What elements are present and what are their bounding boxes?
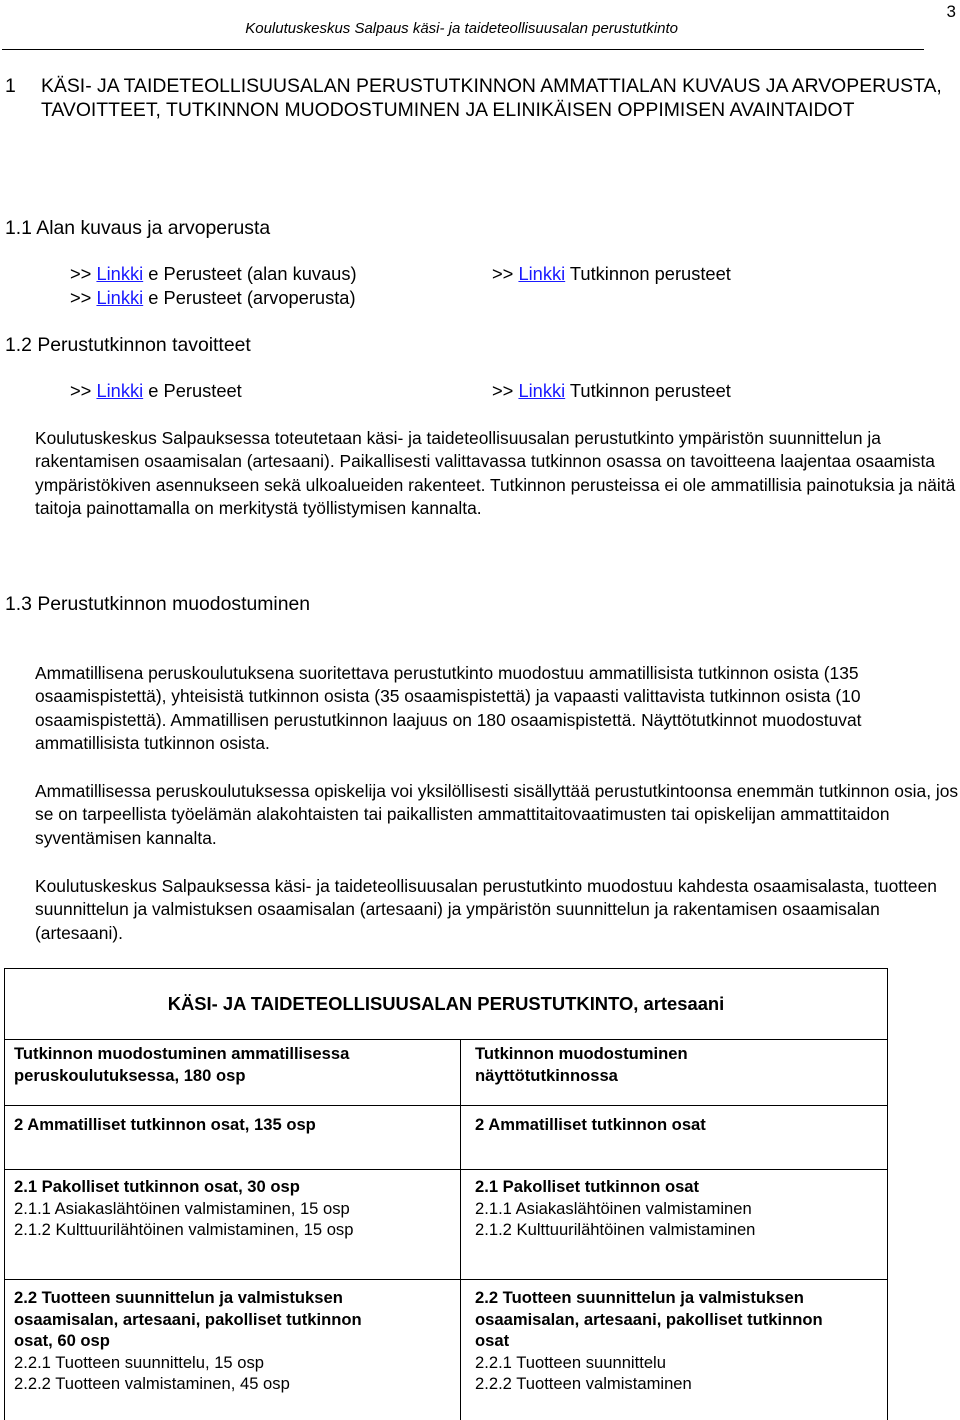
main-heading-number: 1 xyxy=(5,75,16,97)
header-line: peruskoulutuksessa, 180 osp xyxy=(14,1065,246,1085)
table-col-header-left xyxy=(14,1043,444,1086)
link-alan-kuvaus[interactable]: Linkki xyxy=(96,263,144,284)
table-row-divider xyxy=(5,1169,887,1170)
degree-structure-table xyxy=(4,968,888,1420)
link-prefix: >> xyxy=(492,263,519,284)
link-row-e-perusteet xyxy=(70,379,242,403)
link-row-arvoperusta xyxy=(70,286,356,310)
section-1-3-paragraph-2: Ammatillisessa peruskoulutuksessa opiskelija voi yksilöllisesti sisällyttää perustutkintoonsa enemmän tutkinnon osia, jos se on tarpeellista työelämän alakohtaisten tai paikallisten ammattitaitovaatimusten tai opiskelijan ammattitaidon syventämisen kannalta. xyxy=(35,781,959,848)
section-1-3-heading: 1.3 Perustutkinnon muodostuminen xyxy=(5,593,311,615)
cell-title: osat xyxy=(475,1331,510,1351)
link-tutkinnon-perusteet-2[interactable]: Linkki xyxy=(518,380,566,401)
link-prefix: >> xyxy=(70,380,97,401)
table-cell-row3-right xyxy=(475,1287,880,1395)
link-row-tutkinnon-perusteet-1 xyxy=(492,262,731,286)
cell-title: osat, 60 osp xyxy=(14,1331,110,1351)
table-row-divider xyxy=(5,1279,887,1280)
cell-item: 2.1.1 Asiakaslähtöinen valmistaminen xyxy=(475,1198,752,1218)
cell-item: 2.2.2 Tuotteen valmistaminen xyxy=(475,1374,692,1394)
section-1-1-heading: 1.1 Alan kuvaus ja arvoperusta xyxy=(5,217,271,239)
table-column-divider xyxy=(460,1039,461,1420)
table-cell-row2-right xyxy=(475,1176,880,1241)
link-row-alan-kuvaus xyxy=(70,262,357,286)
cell-item: 2.2.1 Tuotteen suunnittelu, 15 osp xyxy=(14,1352,265,1372)
link-text: e Perusteet (arvoperusta) xyxy=(143,287,356,308)
cell-title: 2.2 Tuotteen suunnittelun ja valmistuksen xyxy=(475,1288,804,1307)
cell-title: 2.2 Tuotteen suunnittelun ja valmistuksen xyxy=(14,1288,343,1307)
link-e-perusteet[interactable]: Linkki xyxy=(96,380,144,401)
section-1-3-paragraph-3: Koulutuskeskus Salpauksessa käsi- ja taideteollisuusalan perustutkinto muodostuu kahdesta osaamisalasta, tuotteen suunnittelun ja valmistuksen osaamisalan (artesaani) ja ympäristön suunnittelun ja rakentamisen osaamisalan (artesaani). xyxy=(35,876,937,943)
table-cell-row1-left: 2 Ammatilliset tutkinnon osat, 135 osp xyxy=(14,1115,316,1134)
link-text: Tutkinnon perusteet xyxy=(565,263,731,284)
cell-item: 2.1.2 Kulttuurilähtöinen valmistaminen, 15 osp xyxy=(14,1220,354,1240)
cell-title: osaamisalan, artesaani, pakolliset tutkinnon xyxy=(14,1309,362,1329)
table-cell-row3-left xyxy=(14,1287,444,1395)
table-row-divider xyxy=(5,1039,887,1040)
link-prefix: >> xyxy=(70,287,97,308)
table-col-header-right xyxy=(475,1043,880,1086)
table-row-divider xyxy=(5,1105,887,1106)
section-1-2-heading: 1.2 Perustutkinnon tavoitteet xyxy=(5,334,251,356)
table-cell-row1-right: 2 Ammatilliset tutkinnon osat xyxy=(475,1115,706,1134)
cell-title: 2.1 Pakolliset tutkinnon osat, 30 osp xyxy=(14,1177,300,1196)
section-1-2-paragraph: Koulutuskeskus Salpauksessa toteutetaan käsi- ja taideteollisuusalan perustutkinto ympäristön suunnittelun ja rakentamisen osaamisalan (artesaani). Paikallisesti valittavassa tutkinnon osassa on tavoitteena laajentaa osaamista ympäristökiven asennukseen sekä ulkoalueiden rakenteet. Tutkinnon perusteissa ei ole ammatillisia painotuksia ja näitä taitoja painottamalla on merkitystä työllistymisen kannalta. xyxy=(35,428,956,519)
table-title: KÄSI- JA TAIDETEOLLISUUSALAN PERUSTUTKINTO, artesaani xyxy=(167,993,725,1014)
link-row-tutkinnon-perusteet-2 xyxy=(492,379,731,403)
section-1-3-paragraph-1: Ammatillisena peruskoulutuksena suoritettava perustutkinto muodostuu ammatillisista tutkinnon osista (135 osaamispistettä), yhteisistä tutkinnon osista (35 osaamispistettä) ja vapaasti valittavista tutkinnon osista (10 osaamispistettä). Ammatillisen perustutkinnon laajuus on 180 osaamispistettä. Näyttötutkinnot muodostuvat ammatillisista tutkinnon osista. xyxy=(35,663,862,754)
table-cell-row2-left xyxy=(14,1176,444,1241)
link-text: e Perusteet xyxy=(143,380,242,401)
main-heading-text: KÄSI- JA TAIDETEOLLISUUSALAN PERUSTUTKINNON AMMATTIALAN KUVAUS JA ARVOPERUSTA, TAVOITTEET, TUTKINNON MUODOSTUMINEN JA ELINIKÄISEN OPPIMISEN AVAINTAIDOT xyxy=(41,75,942,121)
cell-title: 2.1 Pakolliset tutkinnon osat xyxy=(475,1177,700,1196)
cell-title: osaamisalan, artesaani, pakolliset tutkinnon xyxy=(475,1309,823,1329)
header-rule xyxy=(2,49,924,50)
cell-item: 2.1.2 Kulttuurilähtöinen valmistaminen xyxy=(475,1220,756,1240)
header-line: Tutkinnon muodostuminen ammatillisessa xyxy=(14,1044,350,1063)
page-header xyxy=(0,2,960,52)
header-line: Tutkinnon muodostuminen xyxy=(475,1044,688,1063)
page-number: 3 xyxy=(946,2,956,21)
cell-item: 2.2.2 Tuotteen valmistaminen, 45 osp xyxy=(14,1374,290,1394)
cell-item: 2.1.1 Asiakaslähtöinen valmistaminen, 15 osp xyxy=(14,1198,350,1218)
header-line: näyttötutkinnossa xyxy=(475,1065,618,1085)
header-title: Koulutuskeskus Salpaus käsi- ja taideteollisuusalan perustutkinto xyxy=(245,20,678,37)
link-prefix: >> xyxy=(492,380,519,401)
cell-item: 2.2.1 Tuotteen suunnittelu xyxy=(475,1352,666,1372)
link-arvoperusta[interactable]: Linkki xyxy=(96,287,144,308)
link-text: e Perusteet (alan kuvaus) xyxy=(143,263,357,284)
link-tutkinnon-perusteet-1[interactable]: Linkki xyxy=(518,263,566,284)
link-text: Tutkinnon perusteet xyxy=(565,380,731,401)
link-prefix: >> xyxy=(70,263,97,284)
